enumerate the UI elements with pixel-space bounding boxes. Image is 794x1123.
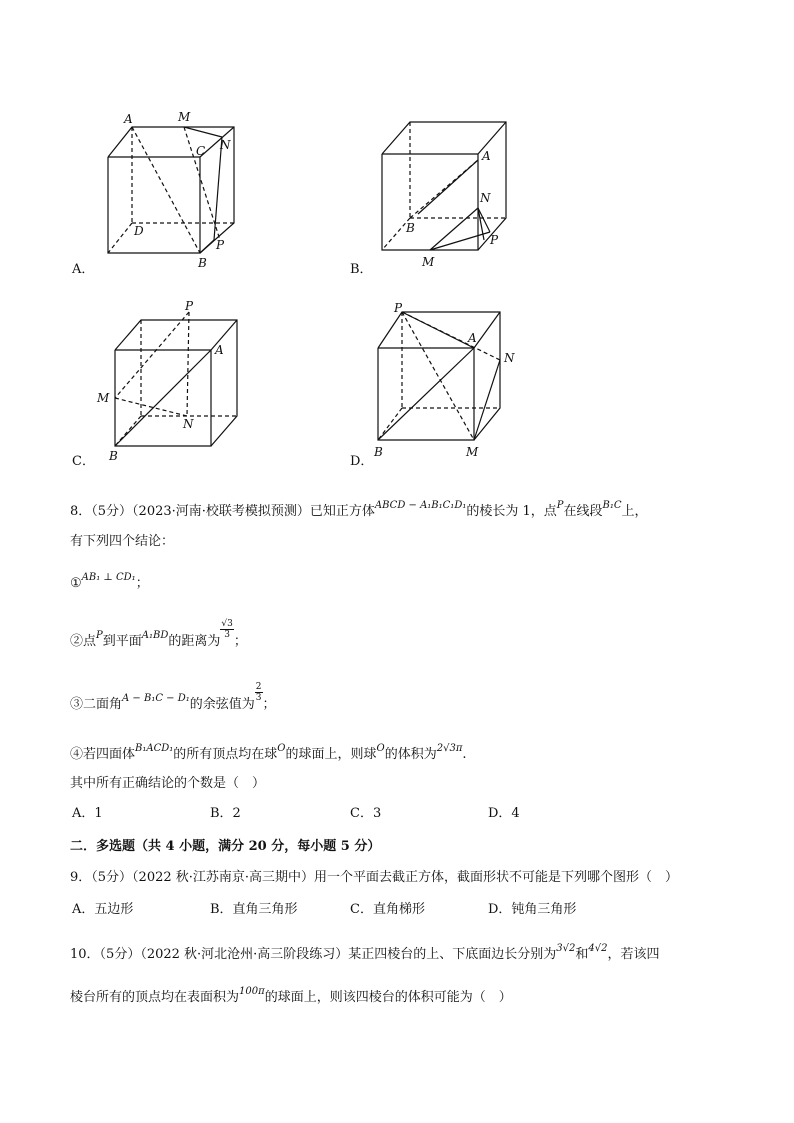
q8-choice-c[interactable]: C．3 — [350, 806, 382, 821]
label-n: N — [480, 191, 491, 205]
q8-line2: 有下列四个结论： — [70, 534, 175, 549]
figure-a-option: A． — [72, 262, 95, 277]
q8-statement-3: ③二面角$^{A - B_1C - D_1}$的余弦值为 $\frac{2}{3}$ ； — [70, 682, 276, 712]
figure-c-diagram — [95, 298, 255, 463]
label-n: N — [504, 351, 515, 365]
label-a: A — [468, 331, 477, 345]
figure-b — [378, 118, 528, 273]
figure-d — [370, 300, 530, 465]
q9-choice-d[interactable]: D．钝角三角形 — [488, 902, 577, 917]
q9-choice-c[interactable]: C．直角梯形 — [350, 902, 425, 917]
figure-d-option: D． — [350, 454, 374, 469]
q8-choice-a[interactable]: A．1 — [72, 806, 103, 821]
label-c: C — [196, 144, 206, 158]
figure-a — [100, 105, 250, 270]
q8-statement-1: ①$^{AB_1 \perp CD_1}$； — [70, 572, 149, 591]
q8-stem: 8．（5分）（2023·河南·校联考模拟预测）已知正方体$^{ABCD - A_1B_1C_1D_1}$的棱长为 1，点$^P$在线段$^{B_1C}$上， — [70, 500, 648, 519]
fraction: $\frac{√3}{3}$ — [221, 619, 233, 640]
figure-c — [95, 298, 255, 463]
section-heading: 二．多选题（共 4 小题，满分 20 分，每小题 5 分） — [70, 839, 381, 854]
label-p: P — [490, 233, 499, 247]
figure-c-option: C． — [72, 454, 95, 469]
label-p: P — [216, 238, 225, 252]
fraction: $\frac{2}{3}$ — [255, 682, 262, 703]
q10-stem-line2: 棱台所有的顶点均在表面积为$^{100\pi}$的球面上，则该四棱台的体积可能为（ ） — [70, 986, 512, 1005]
label-n: N — [220, 138, 231, 152]
q9-choice-b[interactable]: B．直角三角形 — [210, 902, 298, 917]
q10-stem-line1: 10．（5分）（2022 秋·河北沧州·高三阶段练习）某正四棱台的上、下底面边长分别为$^{3√2}$和$^{4√2}$，若该四 — [70, 943, 660, 962]
label-d: D — [134, 224, 144, 238]
figure-b-option: B． — [350, 262, 373, 277]
figure-a-diagram — [100, 105, 250, 270]
q9-stem: 9．（5分）（2022 秋·江苏南京·高三期中）用一个平面去截正方体，截面形状不可能是下列哪个图形（ ） — [70, 870, 679, 885]
label-b: B — [198, 256, 207, 270]
label-b: B — [374, 445, 383, 459]
q8-choice-b[interactable]: B．2 — [210, 806, 241, 821]
label-m: M — [178, 110, 191, 124]
q8-ask: 其中所有正确结论的个数是（ ） — [70, 776, 266, 791]
label-m: M — [466, 445, 479, 459]
label-a: A — [482, 149, 491, 163]
label-p: P — [394, 301, 403, 315]
label-m: M — [422, 255, 435, 269]
q8-statement-4: ④若四面体$^{B_1ACD_1}$的所有顶点均在球$^O$的球面上，则球$^O$的体积为$^{2√3\pi}$. — [70, 743, 467, 762]
label-n: N — [183, 417, 194, 431]
label-a: A — [124, 112, 133, 126]
q9-choice-a[interactable]: A．五边形 — [72, 902, 134, 917]
q8-choice-d[interactable]: D．4 — [488, 806, 520, 821]
q8-statement-2: ②点$^P$到平面$^{A_1BD}$的距离为 $\frac{√3}{3}$ ； — [70, 619, 247, 649]
figure-b-diagram — [378, 118, 528, 273]
label-b: B — [406, 221, 415, 235]
label-m: M — [97, 391, 110, 405]
label-b: B — [109, 449, 118, 463]
label-a: A — [215, 343, 224, 357]
figure-d-diagram — [370, 300, 530, 465]
label-p: P — [185, 299, 194, 313]
